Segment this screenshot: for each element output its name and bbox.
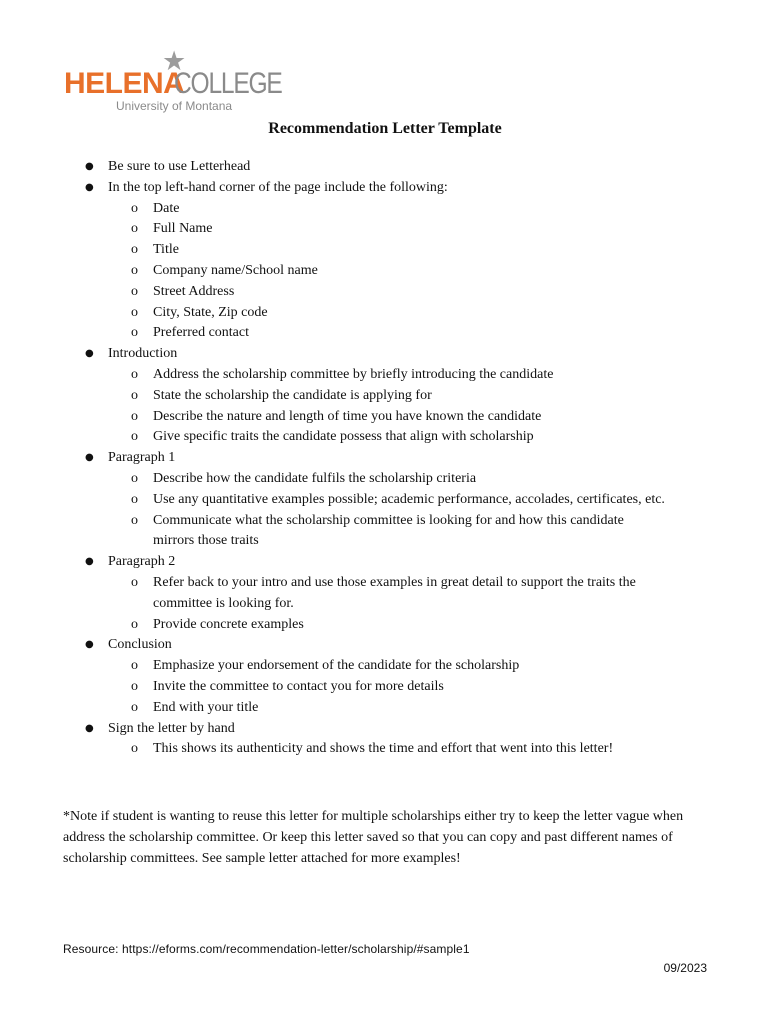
sub-list-item-text: Communicate what the scholarship committee is looking for and how this candidate [153, 512, 624, 528]
list-item-text: Paragraph 1 [108, 450, 176, 466]
list-item [0, 635, 770, 656]
sub-bullet-icon: o [131, 262, 138, 278]
sub-list-item-continuation [0, 594, 770, 615]
sub-list-item [0, 511, 770, 532]
sub-list-item [0, 427, 770, 448]
list-item [0, 178, 770, 199]
bullet-icon: ● [85, 181, 94, 193]
sub-bullet-icon: o [131, 429, 138, 445]
sub-list-item-text: Use any quantitative examples possible; academic performance, accolades, certificates, etc. [153, 491, 665, 507]
sub-list-item-text: Company name/School name [153, 262, 318, 278]
sub-bullet-icon: o [131, 470, 138, 486]
sub-bullet-icon: o [131, 387, 138, 403]
sub-list-item-text: City, State, Zip code [153, 304, 268, 320]
sub-list-item [0, 282, 770, 303]
sub-bullet-icon: o [131, 242, 138, 258]
sub-list-item-text: Full Name [153, 221, 213, 237]
sub-list-item [0, 490, 770, 511]
sub-list-item-text: Emphasize your endorsement of the candidate for the scholarship [153, 658, 520, 674]
sub-bullet-icon: o [131, 574, 138, 590]
sub-list-item-text: End with your title [153, 699, 259, 715]
sub-list-item-continuation [0, 531, 770, 552]
sub-bullet-icon: o [131, 741, 138, 757]
sub-bullet-icon: o [131, 658, 138, 674]
sub-bullet-icon: o [131, 408, 138, 424]
sub-list-item [0, 386, 770, 407]
logo-college-text: COLLEGE [174, 67, 282, 100]
sub-bullet-icon: o [131, 699, 138, 715]
sub-list-item-text: Give specific traits the candidate possess that align with scholarship [153, 429, 534, 445]
sub-list-item [0, 469, 770, 490]
sub-bullet-icon: o [131, 304, 138, 320]
sub-list-item-text: mirrors those traits [153, 533, 259, 549]
sub-bullet-icon: o [131, 200, 138, 216]
sub-list-item [0, 573, 770, 594]
sub-list-item [0, 656, 770, 677]
sub-list-item-text: Preferred contact [153, 325, 249, 341]
note-paragraph: *Note if student is wanting to reuse this letter for multiple scholarships either try to keep the letter vague when address the scholarship committee. Or keep this letter saved so that you can copy and past different names of scholarship committees. See sample letter attached for more examples! [63, 809, 684, 866]
bullet-icon: ● [85, 722, 94, 734]
sub-list-item-text: Refer back to your intro and use those examples in great detail to support the traits the [153, 574, 636, 590]
list-item-text: Conclusion [108, 637, 172, 653]
date-footer: 09/2023 [663, 961, 707, 975]
sub-list-item [0, 240, 770, 261]
bullet-icon: ● [85, 556, 94, 568]
sub-list-item-text: Describe how the candidate fulfils the scholarship criteria [153, 470, 477, 486]
bullet-icon: ● [85, 161, 94, 172]
sub-list-item [0, 698, 770, 719]
bullet-icon: ● [85, 348, 94, 360]
logo-helena-text: HELENA [64, 67, 185, 100]
list-item [0, 448, 770, 469]
list-item-text: Sign the letter by hand [108, 720, 235, 736]
sub-bullet-icon: o [131, 283, 138, 299]
helena-college-logo [64, 46, 282, 114]
list-item [0, 719, 770, 740]
page-title: Recommendation Letter Template [268, 120, 502, 137]
sub-list-item-text: Title [153, 242, 179, 258]
sub-list-item-text: Invite the committee to contact you for more details [153, 678, 444, 694]
sub-list-item-text: Date [153, 200, 180, 216]
logo-subtitle: University of Montana [116, 99, 233, 113]
list-item [0, 344, 770, 365]
sub-list-item [0, 219, 770, 240]
sub-list-item-text: Address the scholarship committee by briefly introducing the candidate [153, 366, 554, 382]
sub-list-item [0, 365, 770, 386]
list-item [0, 157, 770, 178]
sub-list-item-text: Describe the nature and length of time you have known the candidate [153, 408, 542, 424]
sub-list-item [0, 323, 770, 344]
sub-list-item-text: Provide concrete examples [153, 616, 304, 632]
sub-bullet-icon: o [131, 512, 138, 528]
sub-bullet-icon: o [131, 678, 138, 694]
bullet-icon: ● [85, 639, 94, 651]
sub-list-item-text: committee is looking for. [153, 595, 294, 611]
instruction-list [0, 157, 770, 760]
sub-bullet-icon: o [131, 491, 138, 507]
sub-list-item [0, 407, 770, 428]
sub-list-item-text: State the scholarship the candidate is applying for [153, 387, 432, 403]
sub-list-item-text: Street Address [153, 283, 235, 299]
sub-list-item [0, 739, 770, 760]
sub-list-item [0, 303, 770, 324]
sub-bullet-icon: o [131, 366, 138, 382]
sub-bullet-icon: o [131, 325, 138, 341]
list-item-text: Be sure to use Letterhead [108, 159, 251, 174]
resource-footer: Resource: https://eforms.com/recommendation-letter/scholarship/#sample1 [63, 942, 470, 956]
sub-bullet-icon: o [131, 221, 138, 237]
sub-list-item [0, 615, 770, 636]
sub-bullet-icon: o [131, 616, 138, 632]
sub-list-item-text: This shows its authenticity and shows the time and effort that went into this letter! [153, 741, 614, 757]
sub-list-item [0, 677, 770, 698]
list-item-text: Paragraph 2 [108, 554, 176, 570]
list-item [0, 552, 770, 573]
list-item-text: In the top left-hand corner of the page include the following: [108, 179, 448, 195]
bullet-icon: ● [85, 452, 94, 464]
sub-list-item [0, 199, 770, 220]
sub-list-item [0, 261, 770, 282]
list-item-text: Introduction [108, 346, 178, 362]
star-icon: ★ [162, 46, 187, 77]
